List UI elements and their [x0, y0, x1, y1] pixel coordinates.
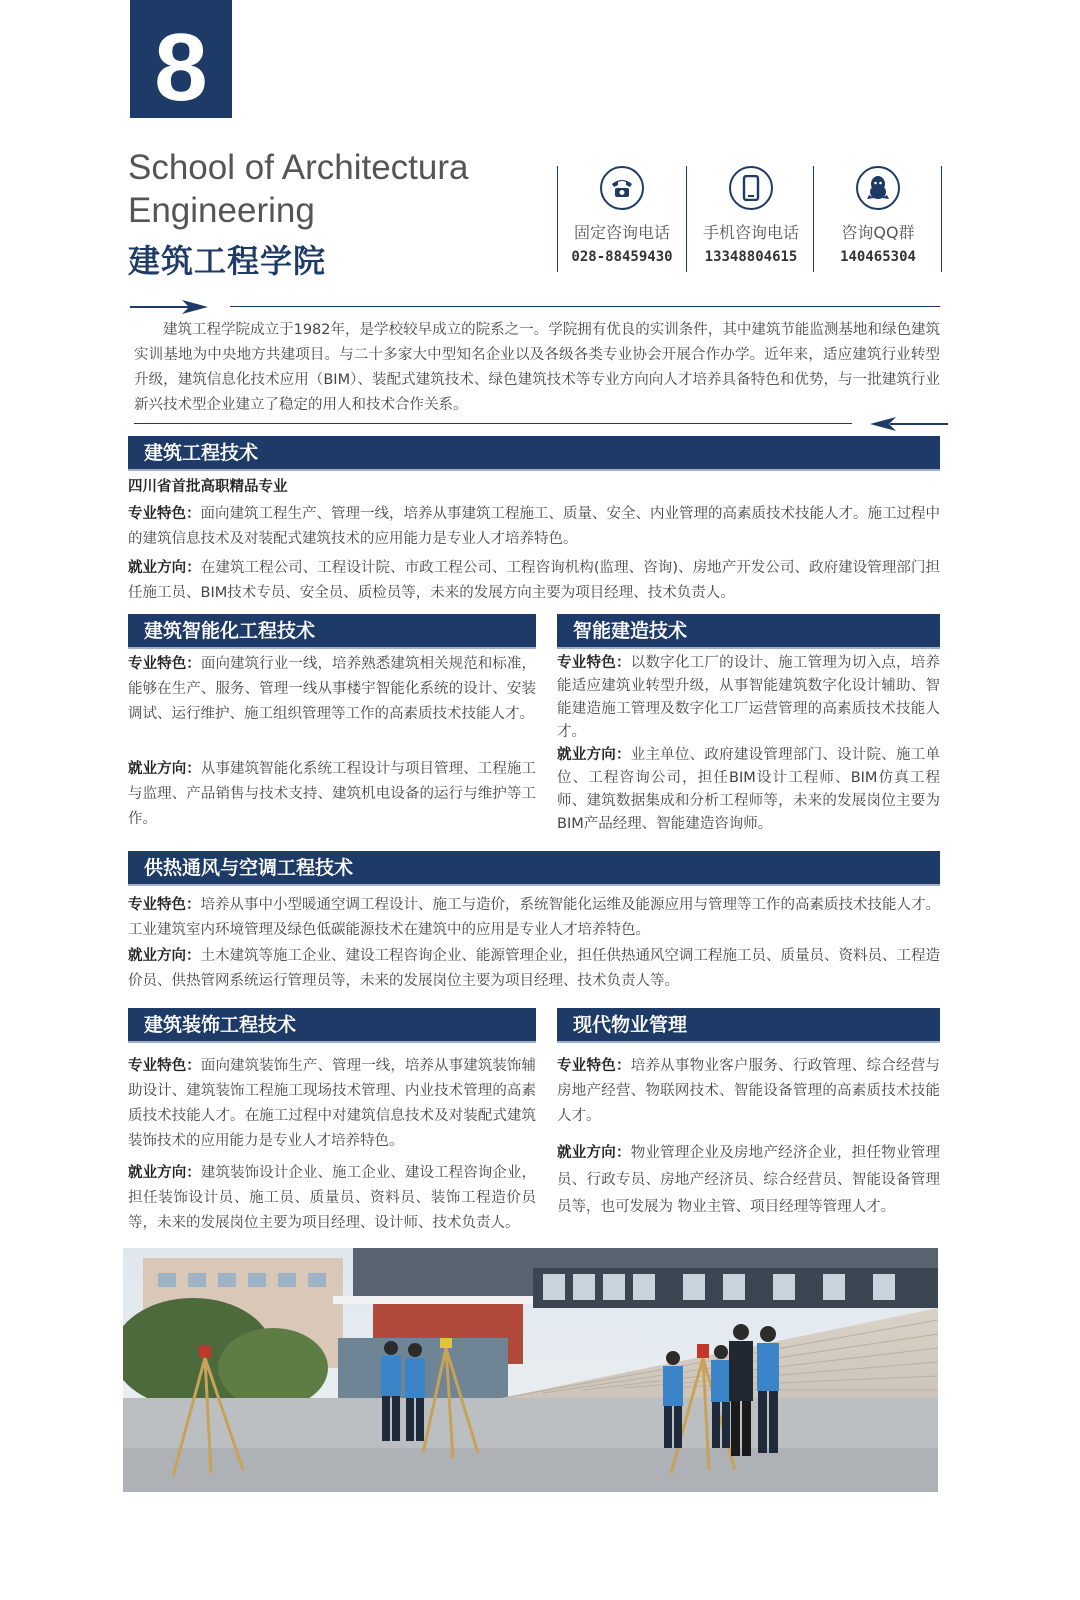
contact-label: 手机咨询电话 [702, 223, 799, 242]
major-feature [128, 1054, 536, 1154]
school-name-cn: 建筑工程学院 [128, 242, 327, 280]
career-label: 就业方向： [557, 747, 631, 763]
section-header: 建筑工程技术 [128, 436, 940, 471]
major-feature [128, 893, 940, 943]
career-label: 就业方向： [128, 560, 201, 576]
section-header: 建筑装饰工程技术 [128, 1008, 536, 1043]
major-career [557, 744, 940, 836]
major-career [557, 1140, 940, 1221]
decor-line [890, 423, 948, 425]
page-number-block [130, 0, 232, 121]
section-header: 建筑智能化工程技术 [128, 614, 536, 649]
arrow-right-icon [182, 298, 208, 316]
feature-text: 培养从事中小型暖通空调工程设计、施工与造价，系统智能化运维及能源应用与管理等工作的高素质技术技能人才。工业建筑室内环境管理及绿色低碳能源技术在建筑中的应用是专业人才培养特色。 [128, 897, 940, 938]
career-text: 建筑装饰设计企业、施工企业、建设工程咨询企业，担任装饰设计员、施工员、质量员、资料员、装饰工程造价员等，未来的发展岗位主要为项目经理、设计师、技术负责人。 [128, 1165, 537, 1231]
feature-label: 专业特色： [557, 1058, 631, 1074]
campus-photo [123, 1248, 938, 1492]
contact-value: 13348804615 [704, 249, 798, 265]
major-feature [557, 1054, 940, 1129]
contact-label: 咨询QQ群 [841, 223, 915, 242]
decor-line [230, 306, 940, 307]
major-career [128, 1161, 536, 1236]
contact-value: 140465304 [840, 249, 916, 265]
section-header: 供热通风与空调工程技术 [128, 851, 940, 886]
major-career [128, 757, 536, 832]
major-feature [128, 652, 536, 727]
career-text: 物业管理企业及房地产经济企业，担任物业管理员、行政专员、房地产经济员、综合经营员、智能设备管理员等，也可发展为 物业主管、项目经理等管理人才。 [557, 1145, 941, 1215]
contact-label: 固定咨询电话 [573, 223, 670, 242]
feature-label: 专业特色： [557, 655, 631, 671]
career-text: 从事建筑智能化系统工程设计与项目管理、工程施工与监理、产品销售与技术支持、建筑机电设备的运行与维护等工作。 [128, 761, 537, 827]
feature-text: 面向建筑行业一线，培养熟悉建筑相关规范和标准，能够在生产、服务、管理一线从事楼宇智能化系统的设计、安装调试、运行维护、施工组织管理等工作的高素质技术技能人才。 [128, 656, 537, 722]
major-career [128, 944, 940, 994]
telephone-icon [600, 166, 644, 210]
intro-paragraph: 建筑工程学院成立于1982年，是学校较早成立的院系之一。学院拥有优良的实训条件，其中建筑节能监测基地和绿色建筑实训基地为中央地方共建项目。与二十多家大中型知名企业以及各级各类专业协会开展合作办学。近年来，适应建筑行业转型升级，建筑信息化技术应用（BIM）、装配式建筑技术、绿色建筑技术等专业方向向人才培养具备特色和优势，与一批建筑行业新兴技术型企业建立了稳定的用人和技术合作关系。 [134, 322, 940, 413]
school-name-en: School of Architectura Engineering [128, 148, 469, 230]
feature-text: 以数字化工厂的设计、施工管理为切入点，培养能适应建筑业转型升级，从事智能建筑数字化设计辅助、智能建造施工管理及数字化工厂运营管理的高素质技术技能人才。 [557, 655, 941, 740]
feature-label: 专业特色： [128, 656, 201, 672]
section-header: 智能建造技术 [557, 614, 940, 649]
feature-text: 培养从事物业客户服务、行政管理、综合经营与房地产经营、物联网技术、智能设备管理的高素质技术技能人才。 [557, 1058, 941, 1124]
decor-line [134, 423, 852, 424]
career-text: 业主单位、政府建设管理部门、设计院、施工单位、工程咨询公司，担任BIM设计工程师、BIM仿真工程师、建筑数据集成和分析工程师等，未来的发展岗位主要为BIM产品经理、智能建造咨询师。 [557, 747, 941, 832]
major-career [128, 556, 940, 606]
qq-penguin-icon [856, 166, 900, 210]
feature-text: 面向建筑装饰生产、管理一线，培养从事建筑装饰辅助设计、建筑装饰工程施工现场技术管理、内业技术管理的高素质技术技能人才。在施工过程中对建筑信息技术及对装配式建筑装饰技术的应用能力是专业人才培养特色。 [128, 1058, 537, 1149]
career-text: 土木建筑等施工企业、建设工程咨询企业、能源管理企业，担任供热通风空调工程施工员、质量员、资料员、工程造价员、供热管网系统运行管理员等，未来的发展岗位主要为项目经理、技术负责人等。 [128, 948, 940, 989]
feature-label: 专业特色： [128, 1058, 201, 1074]
major-feature [128, 502, 940, 552]
section-header: 现代物业管理 [557, 1008, 940, 1043]
feature-label: 专业特色： [128, 897, 201, 913]
contact-qq-group[interactable] [814, 166, 942, 272]
contact-value: 028-88459430 [571, 249, 673, 265]
page-number: 8 [154, 14, 208, 121]
career-label: 就业方向： [128, 761, 201, 777]
career-label: 就业方向： [128, 1165, 201, 1181]
major-feature [557, 652, 940, 744]
career-label: 就业方向： [128, 948, 201, 964]
career-label: 就业方向： [557, 1145, 631, 1161]
mobile-phone-icon [729, 166, 773, 210]
career-text: 在建筑工程公司、工程设计院、市政工程公司、工程咨询机构(监理、咨询)、房地产开发公司、政府建设管理部门担任施工员、BIM技术专员、安全员、质检员等，未来的发展方向主要为项目经理、技术负责人。 [128, 560, 941, 601]
contact-mobile[interactable] [687, 166, 815, 272]
feature-label: 专业特色： [128, 506, 201, 522]
feature-text: 面向建筑工程生产、管理一线，培养从事建筑工程施工、质量、安全、内业管理的高素质技术技能人才。施工过程中的建筑信息技术及对装配式建筑技术的应用能力是专业人才培养特色。 [128, 506, 940, 547]
contact-landline[interactable] [558, 166, 686, 272]
section-subtitle: 四川省首批高职精品专业 [128, 479, 288, 495]
